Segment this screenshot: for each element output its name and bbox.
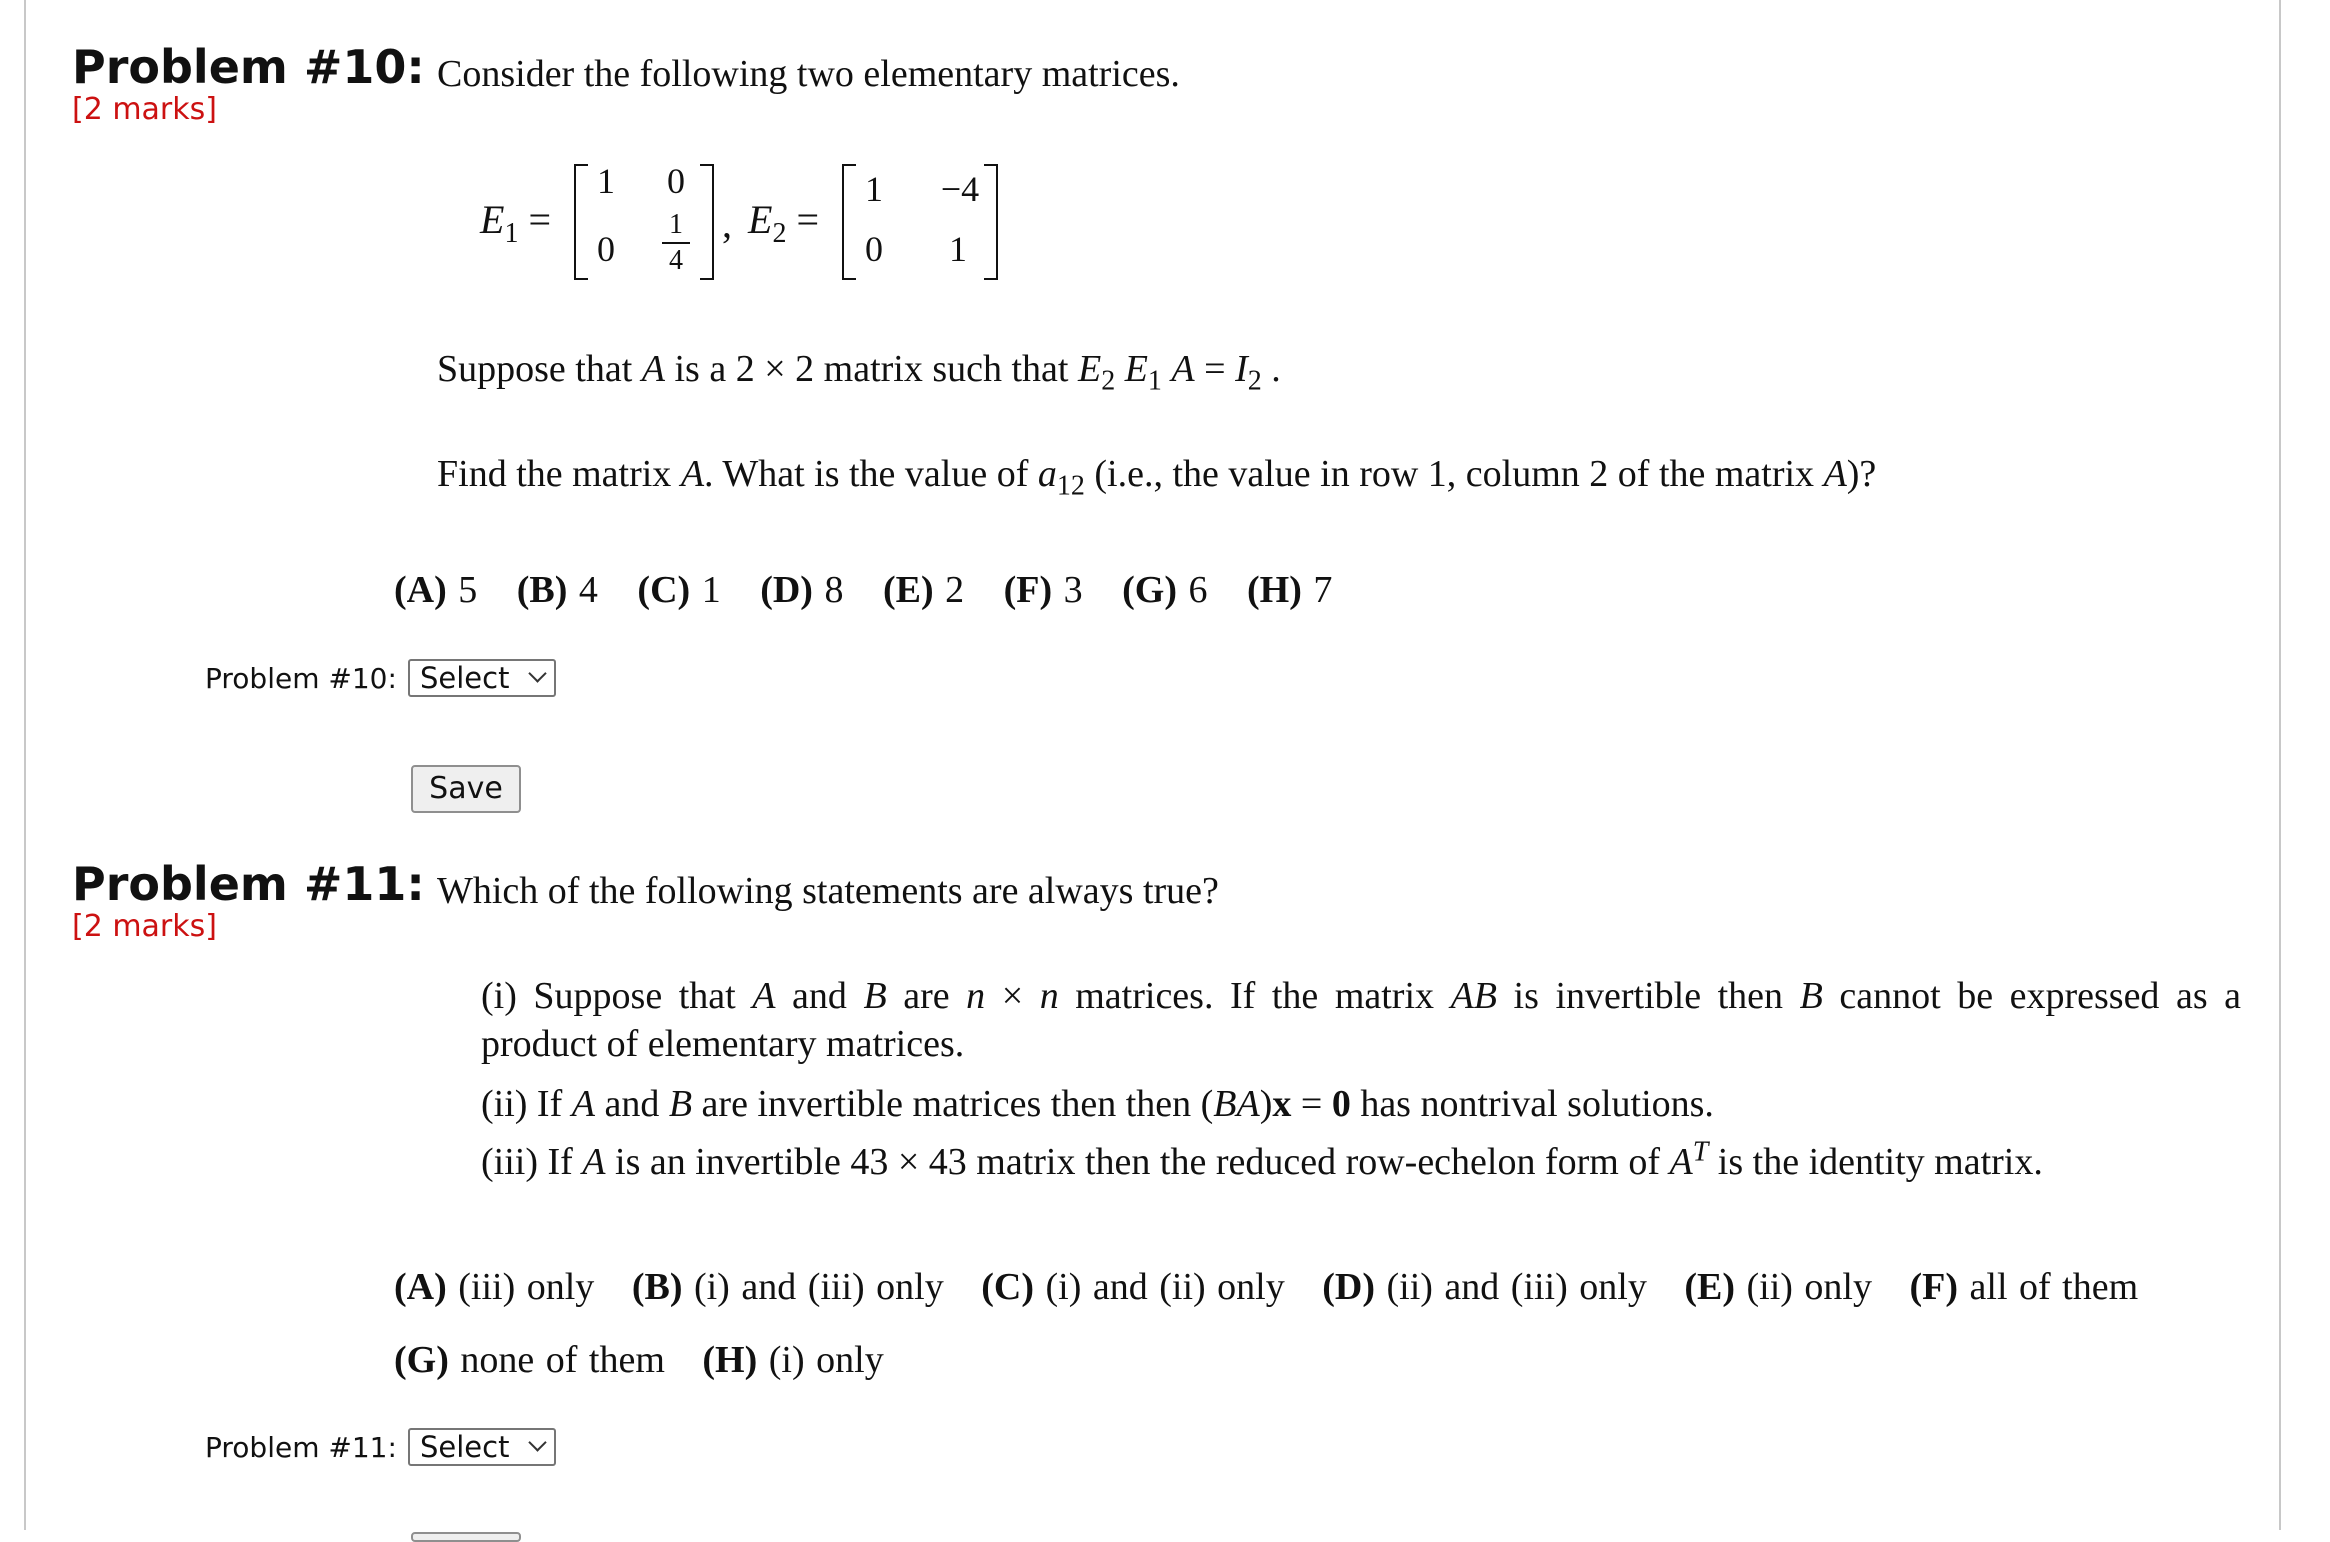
select-value: Select bbox=[420, 1430, 510, 1464]
save-button[interactable]: Save bbox=[411, 765, 521, 813]
page-right-border bbox=[2279, 0, 2281, 1530]
problem-question: Consider the following two elementary matrices. bbox=[437, 53, 1180, 95]
matrix-e1-r2c2-fraction bbox=[656, 210, 696, 276]
answer-options-row-2 bbox=[394, 1338, 884, 1382]
matrix-e1-r1c2: 0 bbox=[667, 161, 685, 201]
matrix-e2-label: $E_2$ = bbox=[748, 197, 819, 249]
option-a: (A) 5 bbox=[394, 569, 478, 611]
answer-select[interactable] bbox=[408, 659, 556, 697]
problem-question: Which of the following statements are always true? bbox=[437, 870, 1219, 912]
matrix-e2-right-bracket bbox=[984, 164, 998, 280]
option-e: (E) (ii) only bbox=[1684, 1266, 1872, 1308]
problem-marks: [2 marks] bbox=[72, 909, 217, 944]
matrix-e1-label: $E_1$ = bbox=[480, 197, 551, 249]
problem-prompt: Find the matrix A. What is the value of $a_{12}$ (i.e., the value in row 1, column 2 of the matrix A)? bbox=[437, 453, 1877, 502]
option-f: (F) all of them bbox=[1909, 1266, 2139, 1308]
answer-options bbox=[394, 568, 1332, 612]
problem-marks: [2 marks] bbox=[72, 92, 217, 127]
option-b: (B) 4 bbox=[516, 569, 598, 611]
problem-title: Problem #10: bbox=[72, 40, 425, 94]
fraction-bar bbox=[662, 242, 690, 244]
option-a: (A) (iii) only bbox=[394, 1266, 595, 1308]
fraction-denominator: 4 bbox=[669, 245, 683, 276]
option-c: (C) 1 bbox=[637, 569, 721, 611]
option-d: (D) 8 bbox=[760, 569, 844, 611]
option-f: (F) 3 bbox=[1003, 569, 1083, 611]
fraction-numerator: 1 bbox=[669, 209, 683, 240]
chevron-down-icon bbox=[528, 1433, 546, 1451]
statement-i-line1: (i) Suppose that A and B are n × n matrices. If the matrix AB is invertible then B cannot be expressed as a bbox=[481, 975, 2242, 1017]
statement-i-line2: product of elementary matrices. bbox=[481, 1023, 965, 1065]
matrix-e2-r1c1: 1 bbox=[865, 169, 883, 209]
chevron-down-icon bbox=[528, 664, 546, 682]
answer-label: Problem #10: bbox=[205, 662, 397, 695]
answer-options-row-1 bbox=[394, 1265, 2138, 1309]
save-button-partial[interactable] bbox=[411, 1532, 521, 1542]
select-value: Select bbox=[420, 661, 510, 695]
answer-label: Problem #11: bbox=[205, 1431, 397, 1464]
matrix-e1-r1c1: 1 bbox=[597, 161, 615, 201]
option-g: (G) none of them bbox=[394, 1339, 665, 1381]
option-g: (G) 6 bbox=[1122, 569, 1208, 611]
statement-ii: (ii) If A and B are invertible matrices then then (BA)x = 0 has nontrival solutions. bbox=[481, 1083, 1714, 1125]
matrix-e2-r2c2: 1 bbox=[949, 229, 967, 269]
option-b: (B) (i) and (iii) only bbox=[631, 1266, 944, 1308]
matrix-e1-right-bracket bbox=[700, 164, 714, 280]
problem-condition: Suppose that A is a 2 × 2 matrix such that $E_2$ $E_1$ $A = I_2$ . bbox=[437, 348, 1281, 397]
statement-iii: (iii) If A is an invertible 43 × 43 matrix then the reduced row-echelon form of $A^T$ is the identity matrix. bbox=[481, 1136, 2043, 1183]
option-c: (C) (i) and (ii) only bbox=[981, 1266, 1285, 1308]
problem-title: Problem #11: bbox=[72, 857, 425, 911]
answer-select[interactable] bbox=[408, 1428, 556, 1466]
matrix-e2-r1c2: −4 bbox=[940, 169, 980, 209]
page-left-border bbox=[24, 0, 26, 1530]
matrix-separator-comma: , bbox=[722, 201, 732, 246]
matrix-e2-r2c1: 0 bbox=[865, 229, 883, 269]
option-e: (E) 2 bbox=[882, 569, 965, 611]
matrix-e1-r2c1: 0 bbox=[597, 229, 615, 269]
option-h: (H) 7 bbox=[1247, 569, 1333, 611]
option-h: (H) (i) only bbox=[702, 1339, 884, 1381]
option-d: (D) (ii) and (iii) only bbox=[1322, 1266, 1647, 1308]
